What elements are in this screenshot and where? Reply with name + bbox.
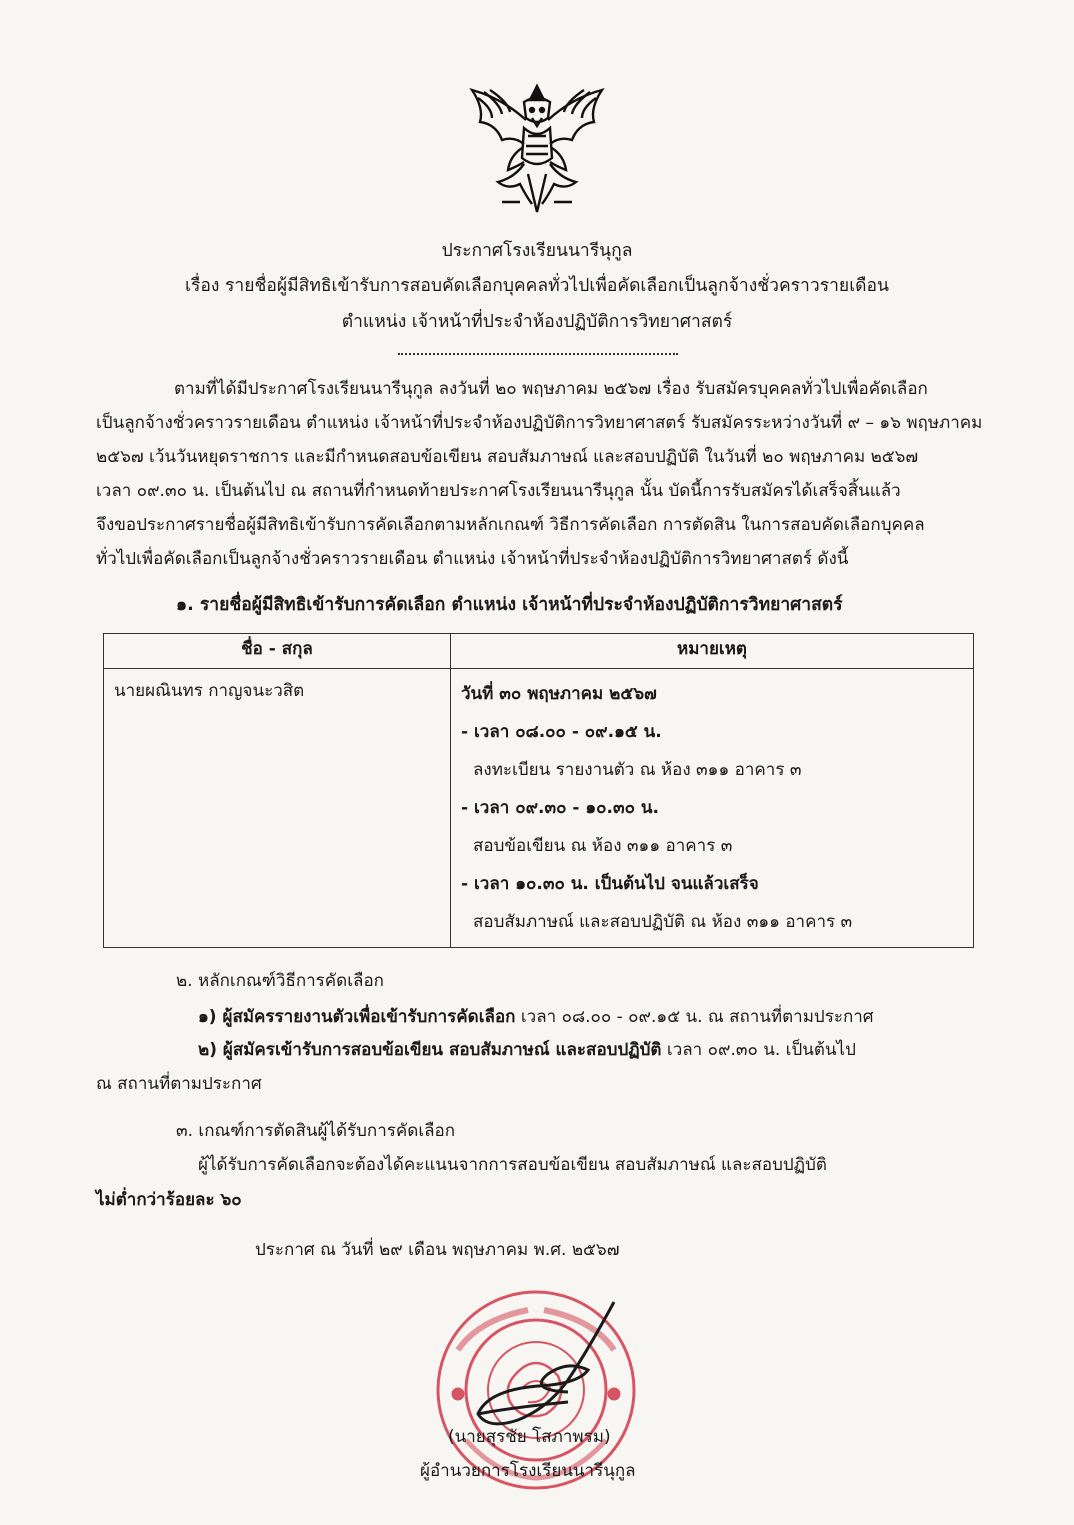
intro-line: จึงขอประกาศรายชื่อผู้มีสิทธิเข้ารับการคัดเลือกตามหลักเกณฑ์ วิธีการคัดเลือก การตัดสิน ในการสอบคัดเลือกบุคคล xyxy=(96,515,925,535)
section-3-heading: ๓. เกณฑ์การตัดสินผู้ได้รับการคัดเลือก xyxy=(176,1121,456,1141)
section-2-item-1 xyxy=(198,1003,874,1030)
note-time-2: - เวลา ๐๙.๓๐ - ๑๐.๓๐ น. xyxy=(461,798,660,818)
note-date: วันที่ ๓๐ พฤษภาคม ๒๕๖๗ xyxy=(461,684,657,704)
signatory-position: ผู้อำนวยการโรงเรียนนารีนุกูล xyxy=(420,1461,636,1481)
note-detail-3: สอบสัมภาษณ์ และสอบปฏิบัติ ณ ห้อง ๓๑๑ อาคาร ๓ xyxy=(473,912,853,932)
item-2-rest: เวลา ๐๙.๓๐ น. เป็นต้นไป xyxy=(661,1040,856,1060)
intro-line: เวลา ๐๙.๓๐ น. เป็นต้นไป ณ สถานที่กำหนดท้ายประกาศโรงเรียนนารีนุกูล นั้น บัดนี้การรับสมัครได้เสร็จสิ้นแล้ว xyxy=(96,481,901,501)
note-detail-2: สอบข้อเขียน ณ ห้อง ๓๑๑ อาคาร ๓ xyxy=(473,836,733,856)
candidate-table xyxy=(103,633,974,948)
table-row xyxy=(104,669,974,948)
section-3-line-1: ผู้ได้รับการคัดเลือกจะต้องได้คะแนนจากการสอบข้อเขียน สอบสัมภาษณ์ และสอบปฏิบัติ xyxy=(198,1155,827,1175)
announcement-title: ประกาศโรงเรียนนารีนุกูล xyxy=(441,241,633,261)
table-header-row xyxy=(104,634,974,669)
column-header-name: ชื่อ - สกุล xyxy=(104,634,451,669)
intro-paragraph xyxy=(96,372,983,576)
subject-line-1: เรื่อง รายชื่อผู้มีสิทธิเข้ารับการสอบคัดเลือกบุคคลทั่วไปเพื่อคัดเลือกเป็นลูกจ้างชั่วคราวรายเดือน xyxy=(184,276,890,296)
subject-line-2: ตำแหน่ง เจ้าหน้าที่ประจำห้องปฏิบัติการวิทยาศาสตร์ xyxy=(341,312,733,332)
section-2-heading: ๒. หลักเกณฑ์วิธีการคัดเลือก xyxy=(176,971,384,991)
intro-line: ทั่วไปเพื่อคัดเลือกเป็นลูกจ้างชั่วคราวรายเดือน ตำแหน่ง เจ้าหน้าที่ประจำห้องปฏิบัติการวิทยาศาสตร์ ดังนี้ xyxy=(96,549,849,569)
item-1-rest: เวลา ๐๘.๐๐ - ๐๙.๑๕ น. ณ สถานที่ตามประกาศ xyxy=(515,1007,874,1027)
note-time-1: - เวลา ๐๘.๐๐ - ๐๙.๑๕ น. xyxy=(461,722,662,742)
section-3-line-2: ไม่ต่ำกว่าร้อยละ ๖๐ xyxy=(96,1190,242,1210)
intro-line: เป็นลูกจ้างชั่วคราวรายเดือน ตำแหน่ง เจ้าหน้าที่ประจำห้องปฏิบัติการวิทยาศาสตร์ รับสมัครระหว่างวันที่ ๙ – ๑๖ พฤษภาคม xyxy=(96,413,983,433)
intro-line: ๒๕๖๗ เว้นวันหยุดราชการ และมีกำหนดสอบข้อเขียน สอบสัมภาษณ์ และสอบปฏิบัติ ในวันที่ ๒๐ พฤษภาคม ๒๕๖๗ xyxy=(96,447,919,467)
section-2-item-2-cont: ณ สถานที่ตามประกาศ xyxy=(96,1074,262,1094)
item-1-bold: ๑) ผู้สมัครรายงานตัวเพื่อเข้ารับการคัดเลือก xyxy=(198,1007,516,1027)
candidate-note xyxy=(451,669,974,948)
candidate-name: นายผณินทร กาญจนะวสิต xyxy=(104,669,451,948)
item-2-bold: ๒) ผู้สมัครเข้ารับการสอบข้อเขียน สอบสัมภาษณ์ และสอบปฏิบัติ xyxy=(198,1040,662,1060)
section-1-heading: ๑. รายชื่อผู้มีสิทธิเข้ารับการคัดเลือก ตำแหน่ง เจ้าหน้าที่ประจำห้องปฏิบัติการวิทยาศาสตร์ xyxy=(176,595,843,615)
garuda-emblem-icon xyxy=(462,78,612,218)
announce-date: ประกาศ ณ วันที่ ๒๙ เดือน พฤษภาคม พ.ศ. ๒๕๖๗ xyxy=(255,1240,620,1260)
column-header-note: หมายเหตุ xyxy=(451,634,974,669)
note-time-3: - เวลา ๑๐.๓๐ น. เป็นต้นไป จนแล้วเสร็จ xyxy=(461,874,759,894)
section-2-item-2 xyxy=(198,1036,856,1063)
note-detail-1: ลงทะเบียน รายงานตัว ณ ห้อง ๓๑๑ อาคาร ๓ xyxy=(473,760,802,780)
dotted-divider xyxy=(398,345,678,355)
intro-line: ตามที่ได้มีประกาศโรงเรียนนารีนุกูล ลงวันที่ ๒๐ พฤษภาคม ๒๕๖๗ เรื่อง รับสมัครบุคคลทั่วไปเพื่อคัดเลือก xyxy=(174,379,928,399)
signatory-name: (นายสุรชัย โสภาพรม) xyxy=(448,1427,611,1447)
